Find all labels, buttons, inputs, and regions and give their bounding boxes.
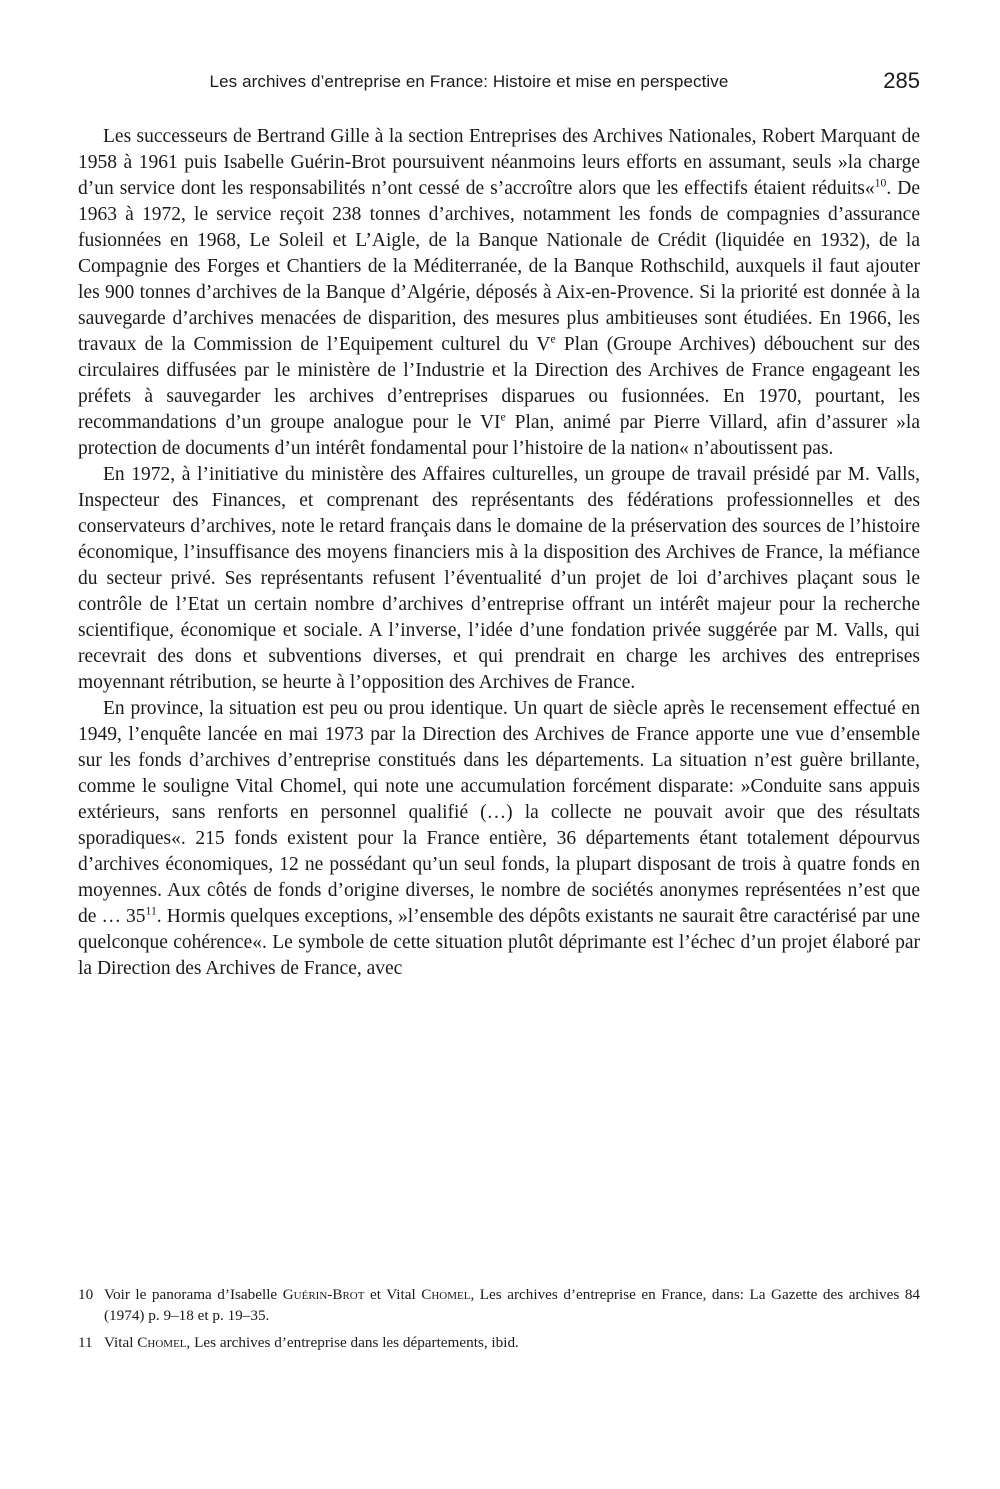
footnote-text: Vital [104, 1334, 138, 1351]
footnote-text: Voir le panorama d’Isabelle [104, 1286, 283, 1303]
paragraph-1-text-a: Les successeurs de Bertrand Gille à la section Entreprises des Archives Nationales, Robert Marquant de 1958 à 1961 puis Isabelle Guérin-Brot poursuivent néanmoins leurs efforts en assumant, seuls »la charge d’un service dont les responsabilités n’ont cessé de s’accroître alors que les effectifs étaient réduits« [78, 126, 920, 199]
paragraph-1 [78, 124, 920, 462]
footnotes [78, 1284, 920, 1359]
page-number: 285 [883, 68, 920, 93]
paragraph-3 [78, 696, 920, 982]
superscript-e: e [550, 332, 556, 346]
paragraph-1-text-b: . De 1963 à 1972, le service reçoit 238 tonnes d’archives, notamment les fonds de compagnies d’assurance fusionnées en 1968, Le Soleil et L’Aigle, de la Banque Nationale de Crédit (liquidée en 1932), de la Compagnie des Forges et Chantiers de la Méditerranée, de la Banque Rothschild, auxquels il faut ajouter les 900 tonnes d’archives de la Banque d’Algérie, déposés à Aix-en-Provence. Si la priorité est donnée à la sauvegarde d’archives menacées de disparition, des mesures plus ambitieuses sont étudiées. En 1966, les travaux de la Commission de l’Equipement culturel du V [78, 178, 920, 355]
body-text [78, 124, 920, 982]
footnote-text: et Vital [364, 1286, 422, 1303]
paragraph-1-text-d: Plan, animé par Pierre Villard, afin d’assurer »la protection de documents d’un intérêt fondamental pour l’histoire de la nation« n’aboutissent pas. [78, 412, 920, 459]
footnote-ref-11[interactable]: 11 [145, 904, 157, 918]
running-header [78, 68, 920, 102]
author-name: Chomel [137, 1334, 187, 1351]
footnote-text: , Les archives d’entreprise en France, dans: La Gazette des archives 84 (1974) p. 9–18 et p. 19–35. [104, 1286, 921, 1324]
paragraph-3-text-b: . Hormis quelques exceptions, »l’ensemble des dépôts existants ne saurait être caractérisé par une quelconque cohérence«. Le symbole de cette situation plutôt déprimante est l’échec d’un projet élaboré par la Direction des Archives de France, avec [78, 906, 920, 979]
paragraph-1-text-c: Plan (Groupe Archives) débouchent sur des circulaires diffusées par le ministère de l’Industrie et la Direction des Archives de France engageant les préfets à sauvegarder les archives d’entreprises disparues ou fusionnées. En 1970, pourtant, les recommandations d’un groupe analogue pour le VI [78, 334, 920, 433]
footnote-text: , Les archives d’entreprise dans les départements, ibid. [186, 1334, 519, 1351]
author-name: Guérin-Brot [282, 1286, 365, 1303]
running-title: Les archives d’entreprise en France: Histoire et mise en perspective [209, 72, 729, 91]
footnote-10 [78, 1284, 920, 1326]
footnote-11 [78, 1332, 920, 1353]
superscript-e: e [500, 410, 506, 424]
footnote-ref-10[interactable]: 10 [874, 176, 887, 190]
paragraph-2: En 1972, à l’initiative du ministère des Affaires culturelles, un groupe de travail présidé par M. Valls, Inspecteur des Finances, et comprenant des représentants des fédérations professionnelles et des conservateurs d’archives, note le retard français dans le domaine de la préservation des sources de l’histoire économique, l’insuffisance des moyens financiers mis à la disposition des Archives de France, la méfiance du secteur privé. Ses représentants refusent l’éventualité d’un projet de loi d’archives plaçant sous le contrôle de l’Etat un certain nombre d’archives d’entreprise offrant un intérêt majeur pour la recherche scientifique, économique et sociale. A l’inverse, l’idée d’une fondation privée suggérée par M. Valls, qui recevrait des dons et subventions diverses, et qui prendrait en charge les archives des entreprises moyennant rétribution, se heurte à l’opposition des Archives de France. [78, 464, 920, 693]
paragraph-3-text-a: En province, la situation est peu ou prou identique. Un quart de siècle après le recensement effectué en 1949, l’enquête lancée en mai 1973 par la Direction des Archives de France apporte une vue d’ensemble sur les fonds d’archives d’entreprise constitués dans les départements. La situation n’est guère brillante, comme le souligne Vital Chomel, qui note une accumulation forcément disparate: »Conduite sans appuis extérieurs, sans renforts en personnel qualifié (…) la collecte ne pouvait avoir que des résultats sporadiques«. 215 fonds existent pour la France entière, 36 départements étant totalement dépourvus d’archives économiques, 12 ne possédant qu’un seul fonds, la plupart disposant de trois à quatre fonds en moyennes. Aux côtés de fonds d’origine diverses, le nombre de sociétés anonymes représentées n’est que de … 35 [78, 698, 920, 927]
footnote-number: 10 [78, 1286, 94, 1303]
footnote-number: 11 [78, 1334, 93, 1351]
author-name: Chomel [421, 1286, 471, 1303]
